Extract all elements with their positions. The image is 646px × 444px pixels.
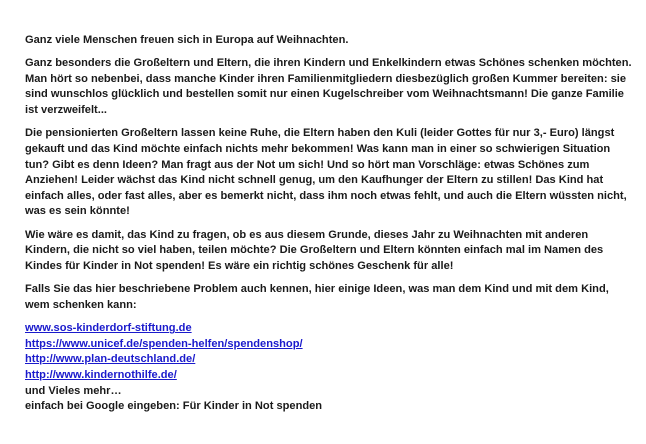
document-body [25,33,635,415]
link-unicef[interactable]: https://www.unicef.de/spenden-helfen/spendenshop/ [25,337,303,350]
paragraph-retired-grandparents: Die pensionierten Großeltern lassen keine Ruhe, die Eltern haben den Kuli (leider Gottes für nur 3,- Euro) längst gekauft und das Kind möchte einfach nichts mehr bekommen! Was kann man in einer so schwierigen Situation tun? Gibt es denn Ideen? Man fragt aus der Not um sich! Und so hört man Vorschläge: etwas Schönes zum Anziehen! Leider wächst das Kind nicht schnell genug, um den Kaufhunger der Eltern zu stillen! Das Kind hat einfach alles, oder fast alles, aber es bemerkt nicht, dass ihm noch etwas fehlt, und auch die Eltern wüssten nicht, was es sein könnte! [25,127,627,218]
link-plan-deutschland[interactable]: http://www.plan-deutschland.de/ [25,353,196,366]
donation-link-list [25,321,635,415]
link-sos-kinderdorf[interactable]: www.sos-kinderdorf-stiftung.de [25,322,192,335]
closing-google-hint: einfach bei Google eingeben: Für Kinder in Not spenden [25,400,323,413]
link-kindernothilfe[interactable]: http://www.kindernothilfe.de/ [25,369,177,382]
paragraph-intro: Ganz viele Menschen freuen sich in Europa auf Weihnachten. [25,34,349,46]
paragraph-grandparents: Ganz besonders die Großeltern und Eltern, die ihren Kindern und Enkelkindern etwas Schönes schenken möchten. Man hört so nebenbei, dass manche Kinder ihren Familienmitgliedern diesbezüglich großen Kummer bereiten: sie sind wunschlos glücklich und bestellen somit nur einen Kugelschreiber vom Weihnachtsmann! Die ganze Familie ist verzweifelt... [25,57,632,117]
paragraph-ideas-intro: Falls Sie das hier beschriebene Problem auch kennen, hier einige Ideen, was man dem Kind und mit dem Kind, wem schenken kann: [25,283,609,311]
closing-and-more: und Vieles mehr… [25,384,122,397]
paragraph-sharing-idea: Wie wäre es damit, das Kind zu fragen, ob es aus diesem Grunde, dieses Jahr zu Weihnachten mit anderen Kindern, die nicht so viel haben, teilen möchte? Die Großeltern und Eltern könnten einfach mal im Namen des Kindes für Kinder in Not spenden! Es wäre ein richtig schönes Geschenk für alle! [25,228,604,272]
